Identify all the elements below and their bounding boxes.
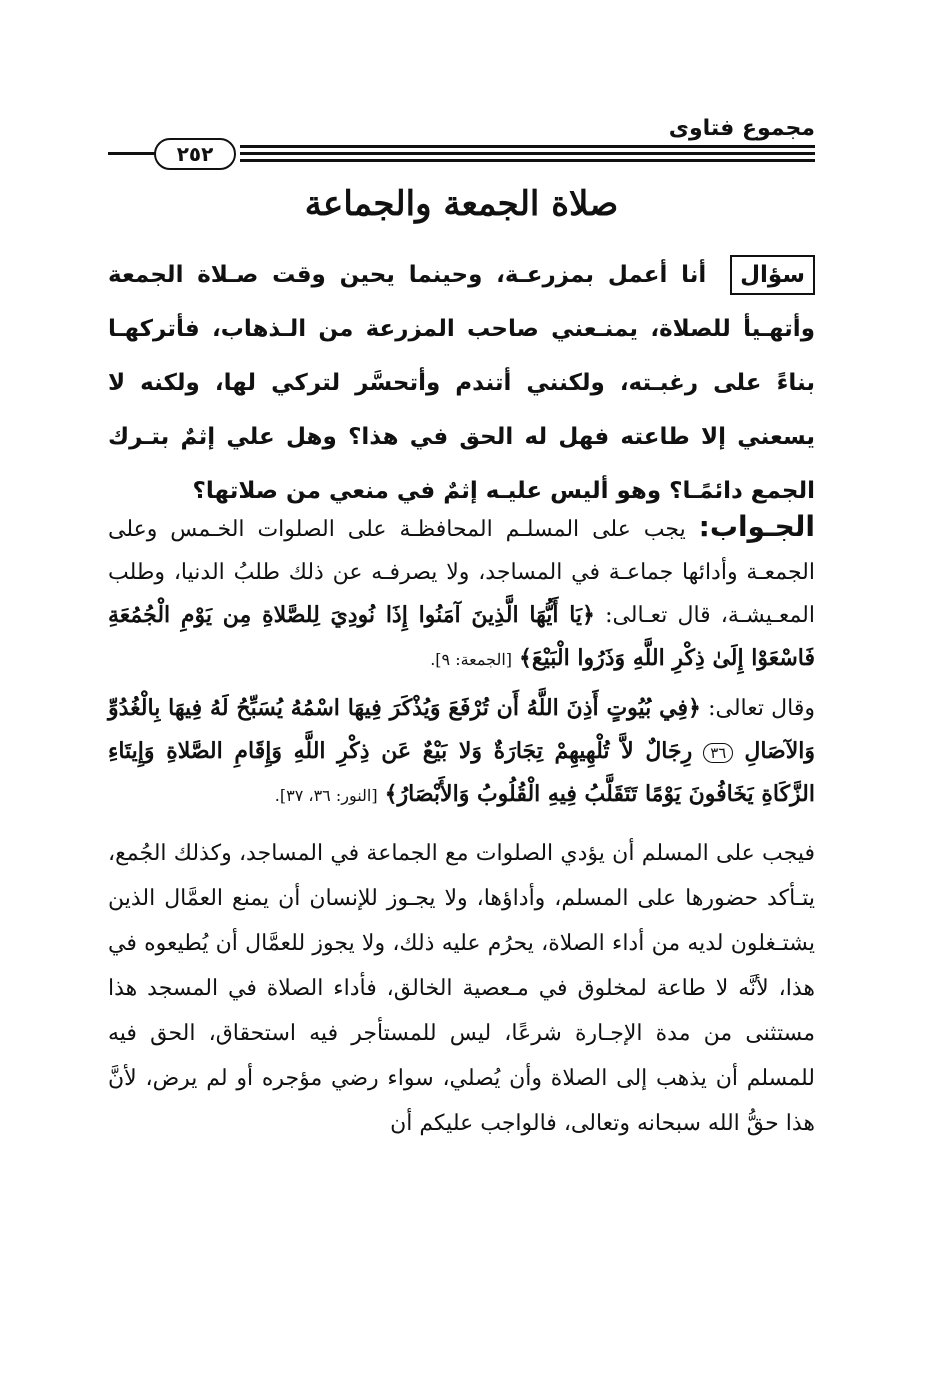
verse-reference: [النور: ٣٦، ٣٧]. <box>274 786 378 805</box>
answer-paragraph <box>108 687 815 817</box>
book-title: مجموع فتاوى <box>668 116 815 141</box>
running-header <box>108 108 815 168</box>
page-number: ٢٥٢ <box>154 138 236 170</box>
ayah-number-marker: ٣٦ <box>703 743 733 763</box>
header-rule <box>240 159 815 162</box>
header-rule <box>240 145 815 148</box>
answer-block <box>108 508 815 1146</box>
quran-verse: ﴿فِي بُيُوتٍ أَذِنَ اللَّهُ أَن تُرْفَعَ وَيُذْكَرَ فِيهَا اسْمُهُ يُسَبِّحُ لَهُ فِيهَا بِالْغُدُوِّ وَالآصَالِ <box>108 695 815 764</box>
chapter-title: صلاة الجمعة والجماعة <box>304 184 619 224</box>
answer-text: يجب على المسلـم المحافظـة على الصلوات الخـمس وعلى الجمعـة وأدائها جماعـة في المساجد، ولا يصرفـه عن ذلك طلبُ الدنيا، وطلب المعـيشـة، قال تعـالى: <box>108 517 815 628</box>
quran-verse: ﴿يَا أَيُّهَا الَّذِينَ آمَنُوا إِذَا نُودِيَ لِلصَّلاةِ مِن يَوْمِ الْجُمُعَةِ فَاسْعَوْا إِلَىٰ ذِكْرِ اللَّهِ وَذَرُوا الْبَيْعَ﴾ <box>108 602 815 671</box>
header-rule-left <box>108 152 156 155</box>
answer-text: وقال تعالى: <box>708 696 815 721</box>
answer-paragraph <box>108 508 815 681</box>
header-rule <box>240 152 815 155</box>
quran-verse: رِجَالٌ لاَّ تُلْهِيهِمْ تِجَارَةٌ وَلا بَيْعٌ عَن ذِكْرِ اللَّهِ وَإِقَامِ الصَّلاةِ وَإِيتَاءِ الزَّكَاةِ يَخَافُونَ يَوْمًا تَتَقَلَّبُ فِيهِ الْقُلُوبُ وَالأَبْصَارُ﴾ <box>108 738 815 807</box>
answer-label: الجـواب: <box>698 510 815 543</box>
question-text: أنا أعمل بمزرعـة، وحينما يحين وقت صـلاة الجمعة وأتهـيأ للصلاة، يمنـعني صاحب المزرعة من الـذهاب، فأتركهـا بناءً على رغبـته، ولكنني أتندم وأتحسَّر لتركي لها، ولكنه لا يسعني إلا طاعته فهل له الحق في هذا؟ وهل علي إثمٌ بتـرك الجمع دائمًـا؟ وهو أليس عليـه إثمٌ في منعي من صلاتها؟ <box>108 262 815 504</box>
verse-reference: [الجمعة: ٩]. <box>430 650 513 669</box>
answer-paragraph: فيجب على المسلم أن يؤدي الصلوات مع الجماعة في المساجد، وكذلك الجُمع، يتـأكد حضورها على المسلم، وأداؤها، ولا يجـوز للإنسان أن يمنع العمَّال الذين يشتـغلون لديه من أداء الصلاة، يحرُم عليه ذلك، ولا يجوز للعمَّال أن يُطيعوه في هذا، لأنَّه لا طاعة لمخلوق في مـعصية الخالق، فأداء الصلاة في المسجد هذا مستثنى من مدة الإجـارة شرعًا، ليس للمستأجر فيه استحقاق، الحق فيه للمسلم أن يذهب إلى الصلاة وأن يُصلي، سواء رضي مؤجره أو لم يرض، لأنَّ هذا حقُّ الله سبحانه وتعالى، فالواجب عليكم أن <box>108 841 815 1136</box>
question-label: سؤال <box>730 255 815 295</box>
question-block <box>108 248 815 518</box>
